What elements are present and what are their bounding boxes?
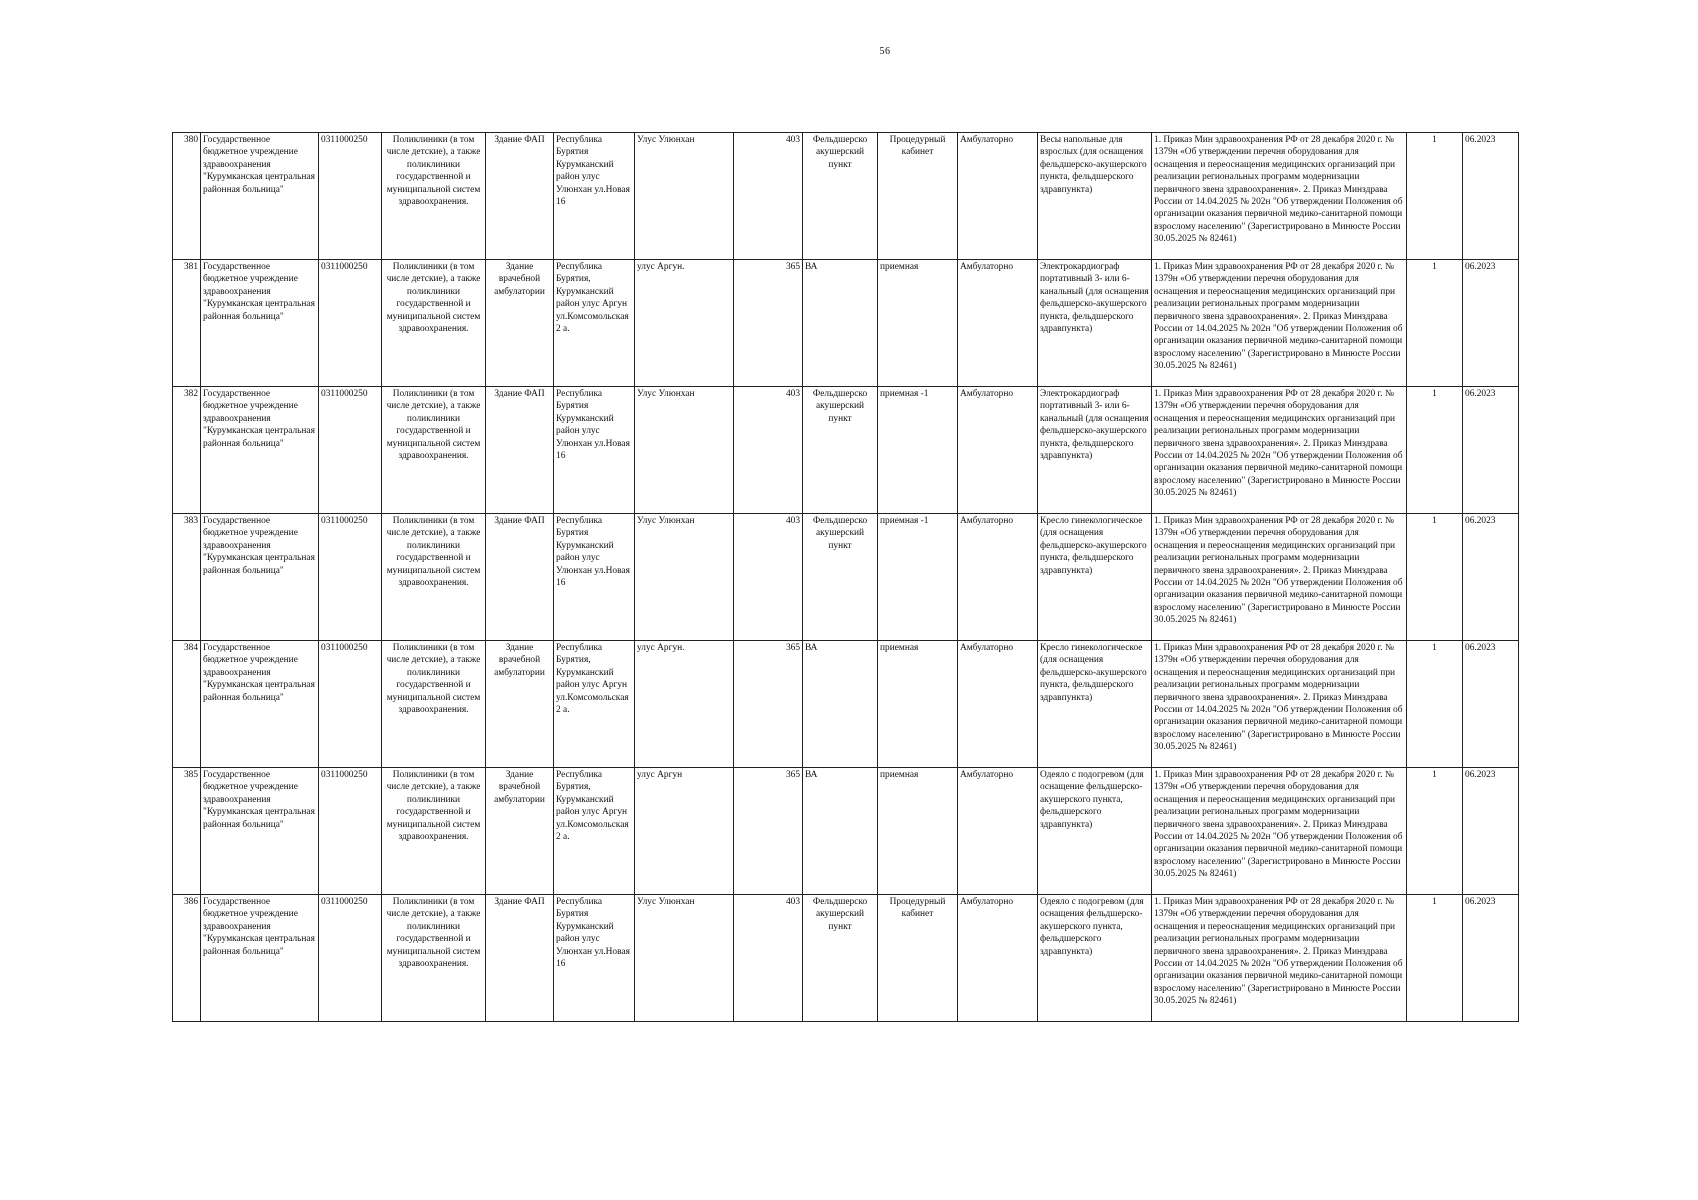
cell-care-type: Амбулаторно [958, 641, 1038, 768]
cell-care-type: Амбулаторно [958, 260, 1038, 387]
cell-unit: ВА [803, 260, 878, 387]
cell-building: Здание ФАП [486, 895, 554, 1022]
cell-settlement: улус Аргун. [635, 260, 734, 387]
cell-row-number: 380 [173, 133, 201, 260]
cell-settlement: Улус Улюнхан [635, 387, 734, 514]
cell-code: 0311000250 [319, 133, 382, 260]
cell-settlement: улус Аргун. [635, 641, 734, 768]
cell-settlement: улус Аргун [635, 768, 734, 895]
cell-room: приемная [878, 260, 958, 387]
cell-room: приемная [878, 768, 958, 895]
cell-address: Республика Бурятия, Курумканский район улус Аргун ул.Комсомольская 2 а. [554, 768, 635, 895]
table-row [173, 895, 1519, 1022]
cell-room: приемная -1 [878, 514, 958, 641]
cell-unit: Фельдшерско акушерский пункт [803, 514, 878, 641]
cell-row-number: 381 [173, 260, 201, 387]
cell-code: 0311000250 [319, 895, 382, 1022]
cell-room: приемная [878, 641, 958, 768]
cell-legal-basis: 1. Приказ Мин здравоохранения РФ от 28 декабря 2020 г. № 1379н «Об утверждении перечня оборудования для оснащения и переоснащения медицинских организаций при реализации региональных программ модернизации первичного звена здравоохранения». 2. Приказ Минздрава России от 14.04.2025 № 202н "Об утверждении Положения об организации оказания первичной медико-санитарной помощи взрослому населению" (Зарегистрировано в Минюсте России 30.05.2025 № 82461) [1152, 768, 1407, 895]
cell-unit: Фельдшерско акушерский пункт [803, 133, 878, 260]
cell-quantity: 1 [1407, 895, 1463, 1022]
cell-equipment: Кресло гинекологическое (для оснащения фельдшерско-акушерского пункта, фельдшерского здравпункта) [1038, 514, 1152, 641]
cell-legal-basis: 1. Приказ Мин здравоохранения РФ от 28 декабря 2020 г. № 1379н «Об утверждении перечня оборудования для оснащения и переоснащения медицинских организаций при реализации региональных программ модернизации первичного звена здравоохранения». 2. Приказ Минздрава России от 14.04.2025 № 202н "Об утверждении Положения об организации оказания первичной медико-санитарной помощи взрослому населению" (Зарегистрировано в Минюсте России 30.05.2025 № 82461) [1152, 133, 1407, 260]
cell-row-number: 385 [173, 768, 201, 895]
cell-building: Здание врачебной амбулатории [486, 768, 554, 895]
cell-care-type: Амбулаторно [958, 133, 1038, 260]
cell-unit: ВА [803, 768, 878, 895]
table-row [173, 133, 1519, 260]
cell-facility-type: Поликлиники (в том числе детские), а также поликлиники государственной и муниципальной систем здравоохранения. [382, 514, 486, 641]
cell-quantity: 1 [1407, 768, 1463, 895]
cell-address: Республика Бурятия Курумканский район улус Улюнхан ул.Новая 16 [554, 133, 635, 260]
cell-facility-type: Поликлиники (в том числе детские), а также поликлиники государственной и муниципальной систем здравоохранения. [382, 133, 486, 260]
cell-date: 06.2023 [1463, 514, 1519, 641]
cell-settlement: Улус Улюнхан [635, 895, 734, 1022]
cell-quantity: 1 [1407, 133, 1463, 260]
cell-date: 06.2023 [1463, 133, 1519, 260]
table-row [173, 641, 1519, 768]
cell-address: Республика Бурятия Курумканский район улус Улюнхан ул.Новая 16 [554, 514, 635, 641]
cell-code-number: 365 [734, 260, 803, 387]
cell-room: Процедурный кабинет [878, 895, 958, 1022]
cell-organization: Государственное бюджетное учреждение здравоохранения "Курумканская центральная районная больница" [201, 895, 319, 1022]
cell-facility-type: Поликлиники (в том числе детские), а также поликлиники государственной и муниципальной систем здравоохранения. [382, 895, 486, 1022]
cell-unit: ВА [803, 641, 878, 768]
cell-care-type: Амбулаторно [958, 895, 1038, 1022]
cell-organization: Государственное бюджетное учреждение здравоохранения "Курумканская центральная районная больница" [201, 387, 319, 514]
cell-legal-basis: 1. Приказ Мин здравоохранения РФ от 28 декабря 2020 г. № 1379н «Об утверждении перечня оборудования для оснащения и переоснащения медицинских организаций при реализации региональных программ модернизации первичного звена здравоохранения». 2. Приказ Минздрава России от 14.04.2025 № 202н "Об утверждении Положения об организации оказания первичной медико-санитарной помощи взрослому населению" (Зарегистрировано в Минюсте России 30.05.2025 № 82461) [1152, 895, 1407, 1022]
cell-room: Процедурный кабинет [878, 133, 958, 260]
cell-settlement: Улус Улюнхан [635, 133, 734, 260]
cell-code-number: 365 [734, 641, 803, 768]
cell-building: Здание врачебной амбулатории [486, 641, 554, 768]
table-row [173, 260, 1519, 387]
cell-address: Республика Бурятия Курумканский район улус Улюнхан ул.Новая 16 [554, 387, 635, 514]
cell-building: Здание ФАП [486, 387, 554, 514]
cell-legal-basis: 1. Приказ Мин здравоохранения РФ от 28 декабря 2020 г. № 1379н «Об утверждении перечня оборудования для оснащения и переоснащения медицинских организаций при реализации региональных программ модернизации первичного звена здравоохранения». 2. Приказ Минздрава России от 14.04.2025 № 202н "Об утверждении Положения об организации оказания первичной медико-санитарной помощи взрослому населению" (Зарегистрировано в Минюсте России 30.05.2025 № 82461) [1152, 387, 1407, 514]
cell-code-number: 403 [734, 387, 803, 514]
cell-quantity: 1 [1407, 387, 1463, 514]
cell-date: 06.2023 [1463, 641, 1519, 768]
cell-room: приемная -1 [878, 387, 958, 514]
cell-quantity: 1 [1407, 641, 1463, 768]
cell-row-number: 386 [173, 895, 201, 1022]
cell-building: Здание ФАП [486, 514, 554, 641]
cell-address: Республика Бурятия, Курумканский район улус Аргун ул.Комсомольская 2 а. [554, 641, 635, 768]
cell-code: 0311000250 [319, 641, 382, 768]
cell-legal-basis: 1. Приказ Мин здравоохранения РФ от 28 декабря 2020 г. № 1379н «Об утверждении перечня оборудования для оснащения и переоснащения медицинских организаций при реализации региональных программ модернизации первичного звена здравоохранения». 2. Приказ Минздрава России от 14.04.2025 № 202н "Об утверждении Положения об организации оказания первичной медико-санитарной помощи взрослому населению" (Зарегистрировано в Минюсте России 30.05.2025 № 82461) [1152, 260, 1407, 387]
cell-row-number: 383 [173, 514, 201, 641]
cell-unit: Фельдшерско акушерский пункт [803, 895, 878, 1022]
table-body [173, 133, 1519, 1022]
cell-code-number: 403 [734, 895, 803, 1022]
cell-care-type: Амбулаторно [958, 514, 1038, 641]
cell-settlement: Улус Улюнхан [635, 514, 734, 641]
cell-code: 0311000250 [319, 768, 382, 895]
cell-code-number: 403 [734, 514, 803, 641]
cell-code: 0311000250 [319, 387, 382, 514]
cell-date: 06.2023 [1463, 387, 1519, 514]
cell-legal-basis: 1. Приказ Мин здравоохранения РФ от 28 декабря 2020 г. № 1379н «Об утверждении перечня оборудования для оснащения и переоснащения медицинских организаций при реализации региональных программ модернизации первичного звена здравоохранения». 2. Приказ Минздрава России от 14.04.2025 № 202н "Об утверждении Положения об организации оказания первичной медико-санитарной помощи взрослому населению" (Зарегистрировано в Минюсте России 30.05.2025 № 82461) [1152, 514, 1407, 641]
cell-address: Республика Бурятия, Курумканский район улус Аргун ул.Комсомольская 2 а. [554, 260, 635, 387]
cell-code-number: 403 [734, 133, 803, 260]
cell-equipment: Электрокардиограф портативный 3- или 6-канальный (для оснащения фельдшерско-акушерского пункта, фельдшерского здравпункта) [1038, 387, 1152, 514]
cell-equipment: Одеяло с подогревом (для оснащения фельдшерско-акушерского пункта, фельдшерского здравпункта) [1038, 895, 1152, 1022]
cell-row-number: 384 [173, 641, 201, 768]
cell-unit: Фельдшерско акушерский пункт [803, 387, 878, 514]
cell-date: 06.2023 [1463, 768, 1519, 895]
cell-organization: Государственное бюджетное учреждение здравоохранения "Курумканская центральная районная больница" [201, 133, 319, 260]
cell-row-number: 382 [173, 387, 201, 514]
cell-building: Здание ФАП [486, 133, 554, 260]
cell-date: 06.2023 [1463, 260, 1519, 387]
cell-equipment: Весы напольные для взрослых (для оснащения фельдшерско-акушерского пункта, фельдшерского здравпункта) [1038, 133, 1152, 260]
cell-legal-basis: 1. Приказ Мин здравоохранения РФ от 28 декабря 2020 г. № 1379н «Об утверждении перечня оборудования для оснащения и переоснащения медицинских организаций при реализации региональных программ модернизации первичного звена здравоохранения». 2. Приказ Минздрава России от 14.04.2025 № 202н "Об утверждении Положения об организации оказания первичной медико-санитарной помощи взрослому населению" (Зарегистрировано в Минюсте России 30.05.2025 № 82461) [1152, 641, 1407, 768]
cell-quantity: 1 [1407, 260, 1463, 387]
cell-date: 06.2023 [1463, 895, 1519, 1022]
cell-organization: Государственное бюджетное учреждение здравоохранения "Курумканская центральная районная больница" [201, 768, 319, 895]
cell-equipment: Электрокардиограф портативный 3- или 6-канальный (для оснащения фельдшерско-акушерского пункта, фельдшерского здравпункта) [1038, 260, 1152, 387]
table-row [173, 768, 1519, 895]
cell-building: Здание врачебной амбулатории [486, 260, 554, 387]
cell-organization: Государственное бюджетное учреждение здравоохранения "Курумканская центральная районная больница" [201, 641, 319, 768]
cell-code: 0311000250 [319, 514, 382, 641]
cell-quantity: 1 [1407, 514, 1463, 641]
cell-organization: Государственное бюджетное учреждение здравоохранения "Курумканская центральная районная больница" [201, 260, 319, 387]
page-number: 56 [879, 46, 891, 57]
cell-equipment: Кресло гинекологическое (для оснащения фельдшерско-акушерского пункта, фельдшерского здравпункта) [1038, 641, 1152, 768]
cell-address: Республика Бурятия Курумканский район улус Улюнхан ул.Новая 16 [554, 895, 635, 1022]
table-row [173, 514, 1519, 641]
cell-equipment: Одеяло с подогревом (для оснащение фельдшерско-акушерского пункта, фельдшерского здравпункта) [1038, 768, 1152, 895]
table-row [173, 387, 1519, 514]
cell-code: 0311000250 [319, 260, 382, 387]
cell-facility-type: Поликлиники (в том числе детские), а также поликлиники государственной и муниципальной систем здравоохранения. [382, 768, 486, 895]
equipment-registry-table [172, 132, 1519, 1022]
cell-facility-type: Поликлиники (в том числе детские), а также поликлиники государственной и муниципальной систем здравоохранения. [382, 260, 486, 387]
cell-facility-type: Поликлиники (в том числе детские), а также поликлиники государственной и муниципальной систем здравоохранения. [382, 387, 486, 514]
cell-care-type: Амбулаторно [958, 768, 1038, 895]
cell-facility-type: Поликлиники (в том числе детские), а также поликлиники государственной и муниципальной систем здравоохранения. [382, 641, 486, 768]
cell-organization: Государственное бюджетное учреждение здравоохранения "Курумканская центральная районная больница" [201, 514, 319, 641]
cell-care-type: Амбулаторно [958, 387, 1038, 514]
cell-code-number: 365 [734, 768, 803, 895]
